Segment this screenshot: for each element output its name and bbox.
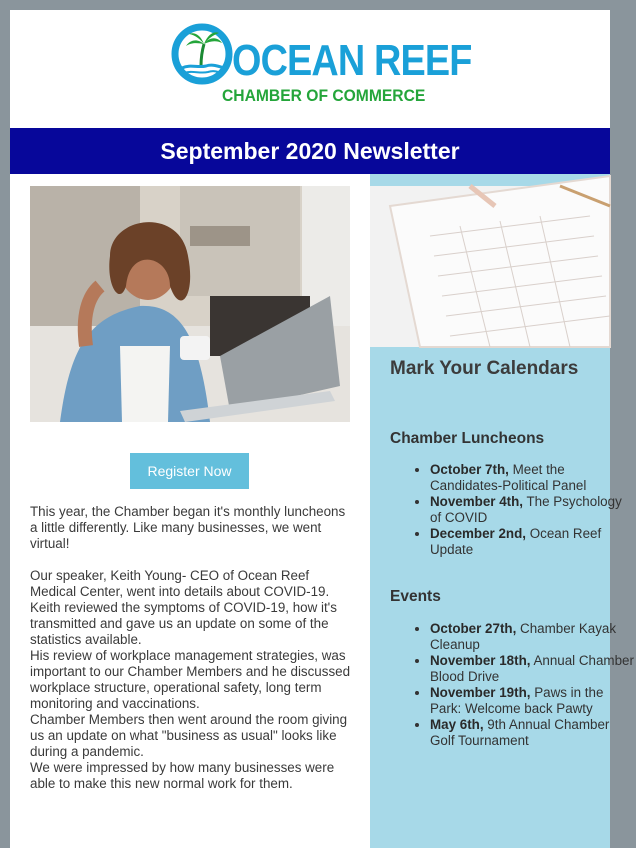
palm-island-logo-icon (170, 22, 234, 84)
logo-subtitle: CHAMBER OF COMMERCE (222, 86, 426, 105)
article-body (30, 504, 356, 792)
mark-your-calendars-heading: Mark Your Calendars (390, 358, 579, 379)
list-item: • November 18th, Annual Chamber Blood Drive (430, 653, 636, 685)
article-paragraph: This year, the Chamber began it's monthly luncheons a little differently. Like many businesses, we went virtual! (30, 504, 346, 551)
logo-title: OCEAN REEF (232, 36, 472, 85)
article-paragraph: We were impressed by how many businesses were able to make this new normal work for them. (30, 760, 335, 791)
article-paragraph: Our speaker, Keith Young- CEO of Ocean Reef Medical Center, went into details about COVID-19. (30, 568, 330, 599)
planner-notebook-photo (370, 186, 610, 347)
events-heading: Events (390, 588, 441, 605)
events-list (390, 621, 636, 749)
list-item: • November 19th, Paws in the Park: Welcome back Pawty (430, 685, 636, 717)
article-paragraph: Keith reviewed the symptoms of COVID-19, how it's transmitted and gave us an update on some of the statistics available. (30, 600, 337, 647)
newsletter-page (10, 10, 634, 848)
article-paragraph: His review of workplace management strategies, was important to our Chamber Members and he discussed workplace structure, operational safety, long term monitoring and vaccinations. (30, 648, 351, 711)
register-now-button[interactable]: Register Now (130, 453, 249, 489)
list-item: • October 7th, Meet the Candidates-Political Panel (430, 462, 636, 494)
list-item: • May 6th, 9th Annual Chamber Golf Tournament (430, 717, 636, 749)
article-paragraph: Chamber Members then went around the room giving us an update on what "business as usual" looks like during a pandemic. (30, 712, 348, 759)
logo-header (10, 10, 610, 128)
calendar-sidebar (370, 174, 634, 848)
list-item: • December 2nd, Ocean Reef Update (430, 526, 636, 558)
list-item: • November 4th, The Psychology of COVID (430, 494, 636, 526)
chamber-luncheons-heading: Chamber Luncheons (390, 430, 545, 447)
list-item: • October 27th, Chamber Kayak Cleanup (430, 621, 636, 653)
main-column (10, 174, 370, 848)
luncheons-list (390, 462, 636, 558)
newsletter-title-banner: September 2020 Newsletter (10, 128, 610, 174)
woman-video-call-photo (30, 186, 350, 422)
